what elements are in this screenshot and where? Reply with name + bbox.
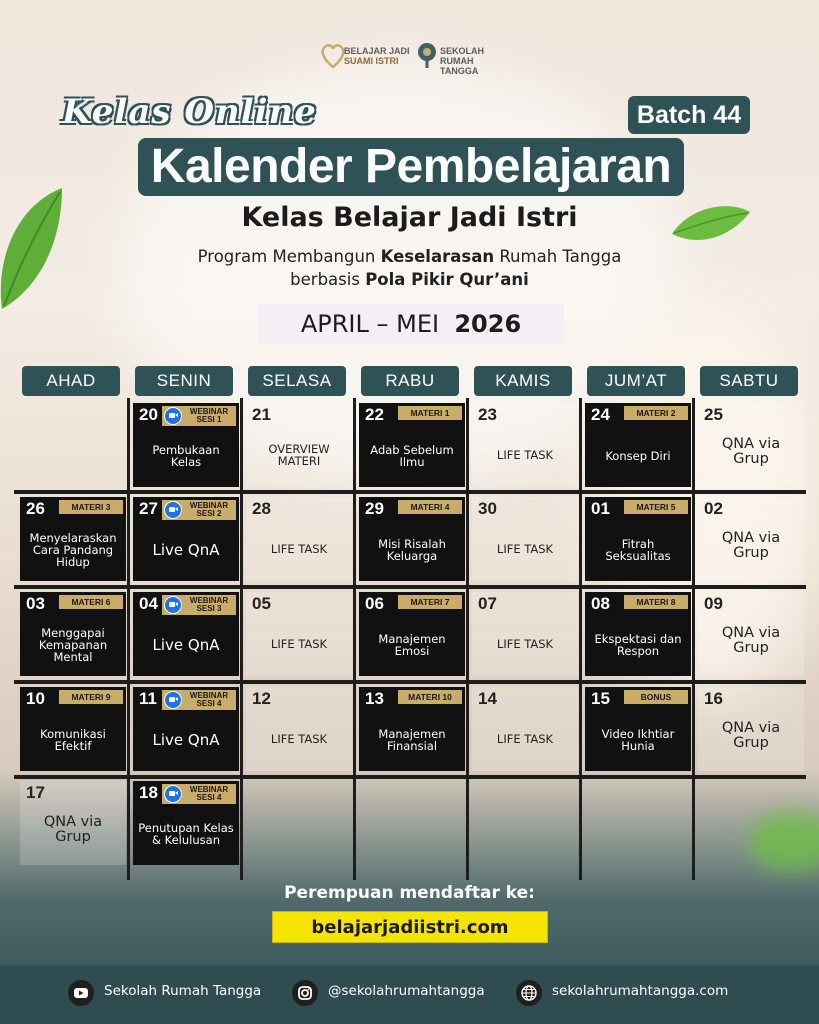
webinar-badge — [162, 784, 236, 804]
webinar-badge — [162, 595, 236, 615]
day-number: 04 — [139, 594, 158, 613]
calendar-day-cell — [585, 687, 691, 771]
grid-line-horizontal — [14, 680, 806, 684]
webinar-badge — [162, 406, 236, 426]
zoom-icon — [164, 785, 182, 803]
day-header: AHAD — [22, 366, 120, 396]
calendar-day-cell — [472, 687, 578, 771]
day-number: 26 — [26, 499, 45, 518]
materi-badge: MATERI 6 — [59, 595, 123, 609]
grid-line-vertical — [692, 398, 695, 880]
day-number: 15 — [591, 689, 610, 708]
day-number: 21 — [252, 405, 271, 424]
calendar-day-cell — [359, 497, 465, 581]
page-title: Kalender Pembelajaran — [138, 138, 684, 196]
day-number: 06 — [365, 594, 384, 613]
day-number: 13 — [365, 689, 384, 708]
tagline-line-2: berbasis Pola Pikir Qur’ani — [290, 270, 529, 289]
day-activity-text: QNA via Grup — [721, 720, 781, 751]
day-number: 05 — [252, 594, 271, 613]
day-number: 24 — [591, 405, 610, 424]
materi-badge: MATERI 8 — [624, 595, 688, 609]
day-number: 09 — [704, 594, 723, 613]
zoom-icon — [164, 501, 182, 519]
webinar-badge-label: WEBINAR SESI 1 — [189, 407, 229, 424]
footer-instagram-text: @sekolahrumahtangga — [328, 983, 485, 999]
zoom-icon — [164, 407, 182, 425]
day-activity-text: Video Ikhtiar Hunia — [601, 727, 675, 753]
materi-badge: BONUS — [624, 690, 688, 704]
day-activity-text: Ekspektasi dan Respon — [594, 632, 682, 658]
materi-badge: MATERI 1 — [398, 406, 462, 420]
batch-badge: Batch 44 — [628, 96, 750, 134]
day-activity-text: LIFE TASK — [270, 732, 328, 746]
calendar-day-cell — [698, 592, 804, 676]
materi-badge: MATERI 5 — [624, 500, 688, 514]
day-number: 10 — [26, 689, 45, 708]
logo-belajar-jadi: BELAJAR JADI SUAMI ISTRI — [344, 46, 410, 66]
day-number: 02 — [704, 499, 723, 518]
day-number: 22 — [365, 405, 384, 424]
day-header: RABU — [361, 366, 459, 396]
calendar-day-cell — [20, 781, 126, 865]
day-number: 20 — [139, 405, 158, 424]
day-activity-text: Fitrah Seksualitas — [605, 537, 671, 563]
day-header: KAMIS — [474, 366, 572, 396]
day-number: 18 — [139, 783, 158, 802]
calendar-day-cell — [585, 592, 691, 676]
calendar-day-cell — [246, 403, 352, 487]
webinar-badge-label: WEBINAR SESI 4 — [189, 785, 229, 802]
heart-logo-icon — [320, 40, 346, 70]
calendar-day-cell — [246, 592, 352, 676]
day-activity-text: Live QnA — [152, 636, 220, 654]
calendar-day-cell — [133, 497, 239, 581]
grid-line-vertical — [579, 398, 582, 880]
register-label: Perempuan mendaftar ke: — [284, 883, 535, 903]
calendar-day-cell — [133, 403, 239, 487]
grid-line-vertical — [353, 398, 356, 880]
zoom-icon — [164, 596, 182, 614]
calendar-day-cell — [698, 497, 804, 581]
materi-badge: MATERI 9 — [59, 690, 123, 704]
day-number: 16 — [704, 689, 723, 708]
calendar-day-cell — [133, 781, 239, 865]
calendar-day-cell — [698, 403, 804, 487]
day-header: SENIN — [135, 366, 233, 396]
footer-website-text: sekolahrumahtangga.com — [552, 983, 729, 999]
materi-badge: MATERI 3 — [59, 500, 123, 514]
period-label: APRIL – MEI 2026 — [258, 304, 564, 344]
register-url-link[interactable]: belajarjadiistri.com — [272, 911, 548, 943]
day-activity-text: Live QnA — [152, 731, 220, 749]
calendar-day-cell — [585, 403, 691, 487]
calendar-day-cell — [359, 403, 465, 487]
day-header: SABTU — [700, 366, 798, 396]
day-activity-text: LIFE TASK — [496, 448, 554, 462]
calendar-day-cell — [472, 592, 578, 676]
day-activity-text: OVERVIEW MATERI — [268, 442, 330, 468]
materi-badge: MATERI 7 — [398, 595, 462, 609]
calendar-day-cell — [472, 497, 578, 581]
calendar-day-cell — [133, 687, 239, 771]
day-activity-text: LIFE TASK — [496, 637, 554, 651]
day-activity-text: Konsep Diri — [605, 449, 671, 463]
day-number: 29 — [365, 499, 384, 518]
kelas-online-script-title: Kelas Online — [62, 92, 317, 132]
calendar-day-cell — [20, 592, 126, 676]
day-activity-text: Adab Sebelum Ilmu — [370, 443, 454, 469]
calendar-day-cell — [133, 592, 239, 676]
grid-line-horizontal — [14, 585, 806, 589]
materi-badge: MATERI 10 — [398, 690, 462, 704]
day-activity-text: LIFE TASK — [496, 732, 554, 746]
day-activity-text: Komunikasi Efektif — [40, 727, 106, 753]
day-activity-text: LIFE TASK — [270, 542, 328, 556]
materi-badge: MATERI 2 — [624, 406, 688, 420]
footer-youtube-text: Sekolah Rumah Tangga — [104, 983, 262, 999]
calendar-day-cell — [20, 497, 126, 581]
day-header: SELASA — [248, 366, 346, 396]
tagline-line-1: Program Membangun Keselarasan Rumah Tangga — [197, 247, 622, 266]
day-number: 03 — [26, 594, 45, 613]
day-number: 12 — [252, 689, 271, 708]
grid-line-vertical — [466, 398, 469, 880]
grid-line-horizontal — [14, 775, 806, 779]
day-activity-text: Pembukaan Kelas — [152, 443, 220, 469]
partner-logos — [320, 40, 500, 80]
globe-icon — [516, 980, 542, 1006]
webinar-badge — [162, 690, 236, 710]
grid-line-horizontal — [14, 490, 806, 494]
day-number: 08 — [591, 594, 610, 613]
instagram-icon — [292, 980, 318, 1006]
day-activity-text: Misi Risalah Keluarga — [378, 537, 446, 563]
zoom-icon — [164, 691, 182, 709]
materi-badge: MATERI 4 — [398, 500, 462, 514]
day-number: 30 — [478, 499, 497, 518]
youtube-icon — [68, 980, 94, 1006]
day-number: 14 — [478, 689, 497, 708]
day-activity-text: QNA via Grup — [721, 436, 781, 467]
day-activity-text: Live QnA — [152, 541, 220, 559]
grid-line-vertical — [127, 398, 130, 880]
day-number: 07 — [478, 594, 497, 613]
day-number: 27 — [139, 499, 158, 518]
day-activity-text: QNA via Grup — [43, 814, 103, 845]
grid-line-vertical — [240, 398, 243, 880]
house-logo-icon — [416, 40, 438, 70]
calendar-day-cell — [246, 497, 352, 581]
day-number: 01 — [591, 499, 610, 518]
logo-sekolah-rumah-tangga: SEKOLAH RUMAH TANGGA — [440, 46, 485, 76]
calendar-day-cell — [585, 497, 691, 581]
day-number: 23 — [478, 405, 497, 424]
day-header: JUM’AT — [587, 366, 685, 396]
webinar-badge — [162, 500, 236, 520]
day-number: 25 — [704, 405, 723, 424]
day-activity-text: Menggapai Kemapanan Mental — [38, 626, 108, 664]
calendar-day-cell — [20, 687, 126, 771]
day-activity-text: Manajemen Emosi — [378, 632, 446, 658]
day-activity-text: LIFE TASK — [270, 637, 328, 651]
calendar-day-cell — [359, 687, 465, 771]
calendar-day-cell — [698, 687, 804, 771]
day-activity-text: QNA via Grup — [721, 530, 781, 561]
leaf-blur-bottom-right — [748, 812, 819, 872]
day-number: 17 — [26, 783, 45, 802]
webinar-badge-label: WEBINAR SESI 3 — [189, 596, 229, 613]
webinar-badge-label: WEBINAR SESI 4 — [189, 691, 229, 708]
day-activity-text: LIFE TASK — [496, 542, 554, 556]
webinar-badge-label: WEBINAR SESI 2 — [189, 501, 229, 518]
day-activity-text: Manajemen Finansial — [378, 727, 446, 753]
day-number: 28 — [252, 499, 271, 518]
day-activity-text: Penutupan Kelas & Kelulusan — [138, 821, 234, 847]
day-number: 11 — [139, 689, 157, 708]
class-subtitle: Kelas Belajar Jadi Istri — [241, 202, 578, 233]
calendar-day-cell — [472, 403, 578, 487]
day-activity-text: Menyelaraskan Cara Pandang Hidup — [29, 531, 117, 569]
calendar-day-cell — [246, 687, 352, 771]
day-activity-text: QNA via Grup — [721, 625, 781, 656]
calendar-day-cell — [359, 592, 465, 676]
